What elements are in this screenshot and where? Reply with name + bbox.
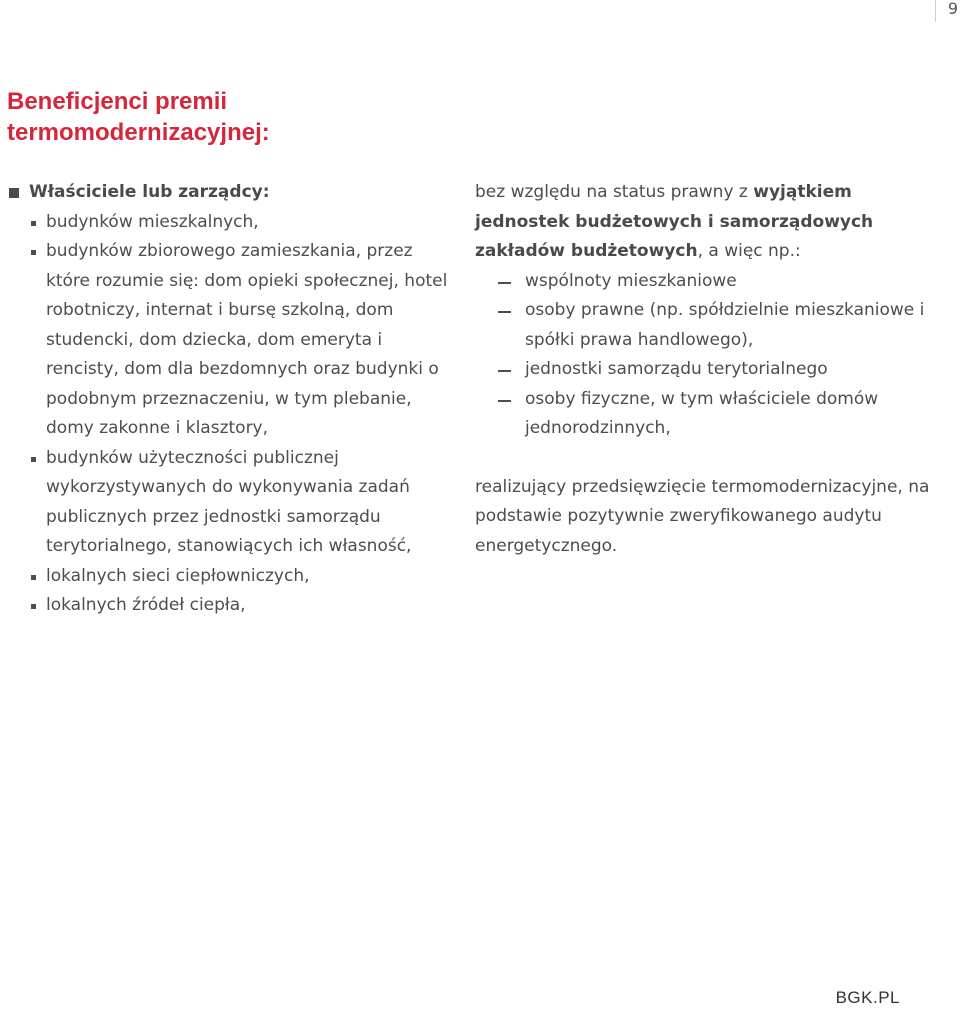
page-title xyxy=(7,86,427,148)
title-line-2: termomodernizacyjnej: xyxy=(7,119,270,146)
list-item: budynków użyteczności publicznej wykorzystywanych do wykonywania zadań publicznych przez jednostki samorządu terytorialnego, stanowiących ich własność, xyxy=(8,444,448,562)
list-item: budynków mieszkalnych, xyxy=(8,208,448,238)
list-item: osoby fizyczne, w tym właściciele domów jednorodzinnych, xyxy=(475,385,945,444)
page-number: 9 xyxy=(947,0,958,18)
owners-list xyxy=(8,208,448,621)
page-number-divider xyxy=(935,0,936,22)
list-item: osoby prawne (np. spółdzielnie mieszkaniowe i spółki prawa handlowego), xyxy=(475,296,945,355)
examples-list xyxy=(475,267,945,444)
brand-footer: BGK.PL xyxy=(835,988,900,1007)
list-item: jednostki samorządu terytorialnego xyxy=(475,355,945,385)
intro-prefix: bez względu na status prawny z xyxy=(475,182,754,202)
title-line-1: Beneficjenci premii xyxy=(7,88,228,115)
intro-suffix: , a więc np.: xyxy=(697,241,801,261)
left-column xyxy=(8,178,448,621)
list-item: lokalnych sieci ciepłowniczych, xyxy=(8,562,448,592)
right-column xyxy=(475,178,945,561)
list-item: wspólnoty mieszkaniowe xyxy=(475,267,945,297)
owners-heading: Właściciele lub zarządcy: xyxy=(8,178,448,208)
exception-text: wyjątkiem jednostek budżetowych i samorządowych zakładów budżetowych xyxy=(475,182,874,261)
closing-paragraph: realizujący przedsięwzięcie termomodernizacyjne, na podstawie pozytywnie zweryfikowanego audytu energetycznego. xyxy=(475,476,930,556)
list-item: budynków zbiorowego zamieszkania, przez które rozumie się: dom opieki społecznej, hotel robotniczy, internat i bursę szkolną, dom studencki, dom dziecka, dom emeryta i rencisty, dom dla bezdomnych oraz budynki o podobnym przeznaczeniu, w tym plebanie, domy zakonne i klasztory, xyxy=(8,237,448,444)
list-item: lokalnych źródeł ciepła, xyxy=(8,591,448,621)
legal-status-paragraph xyxy=(475,178,945,267)
